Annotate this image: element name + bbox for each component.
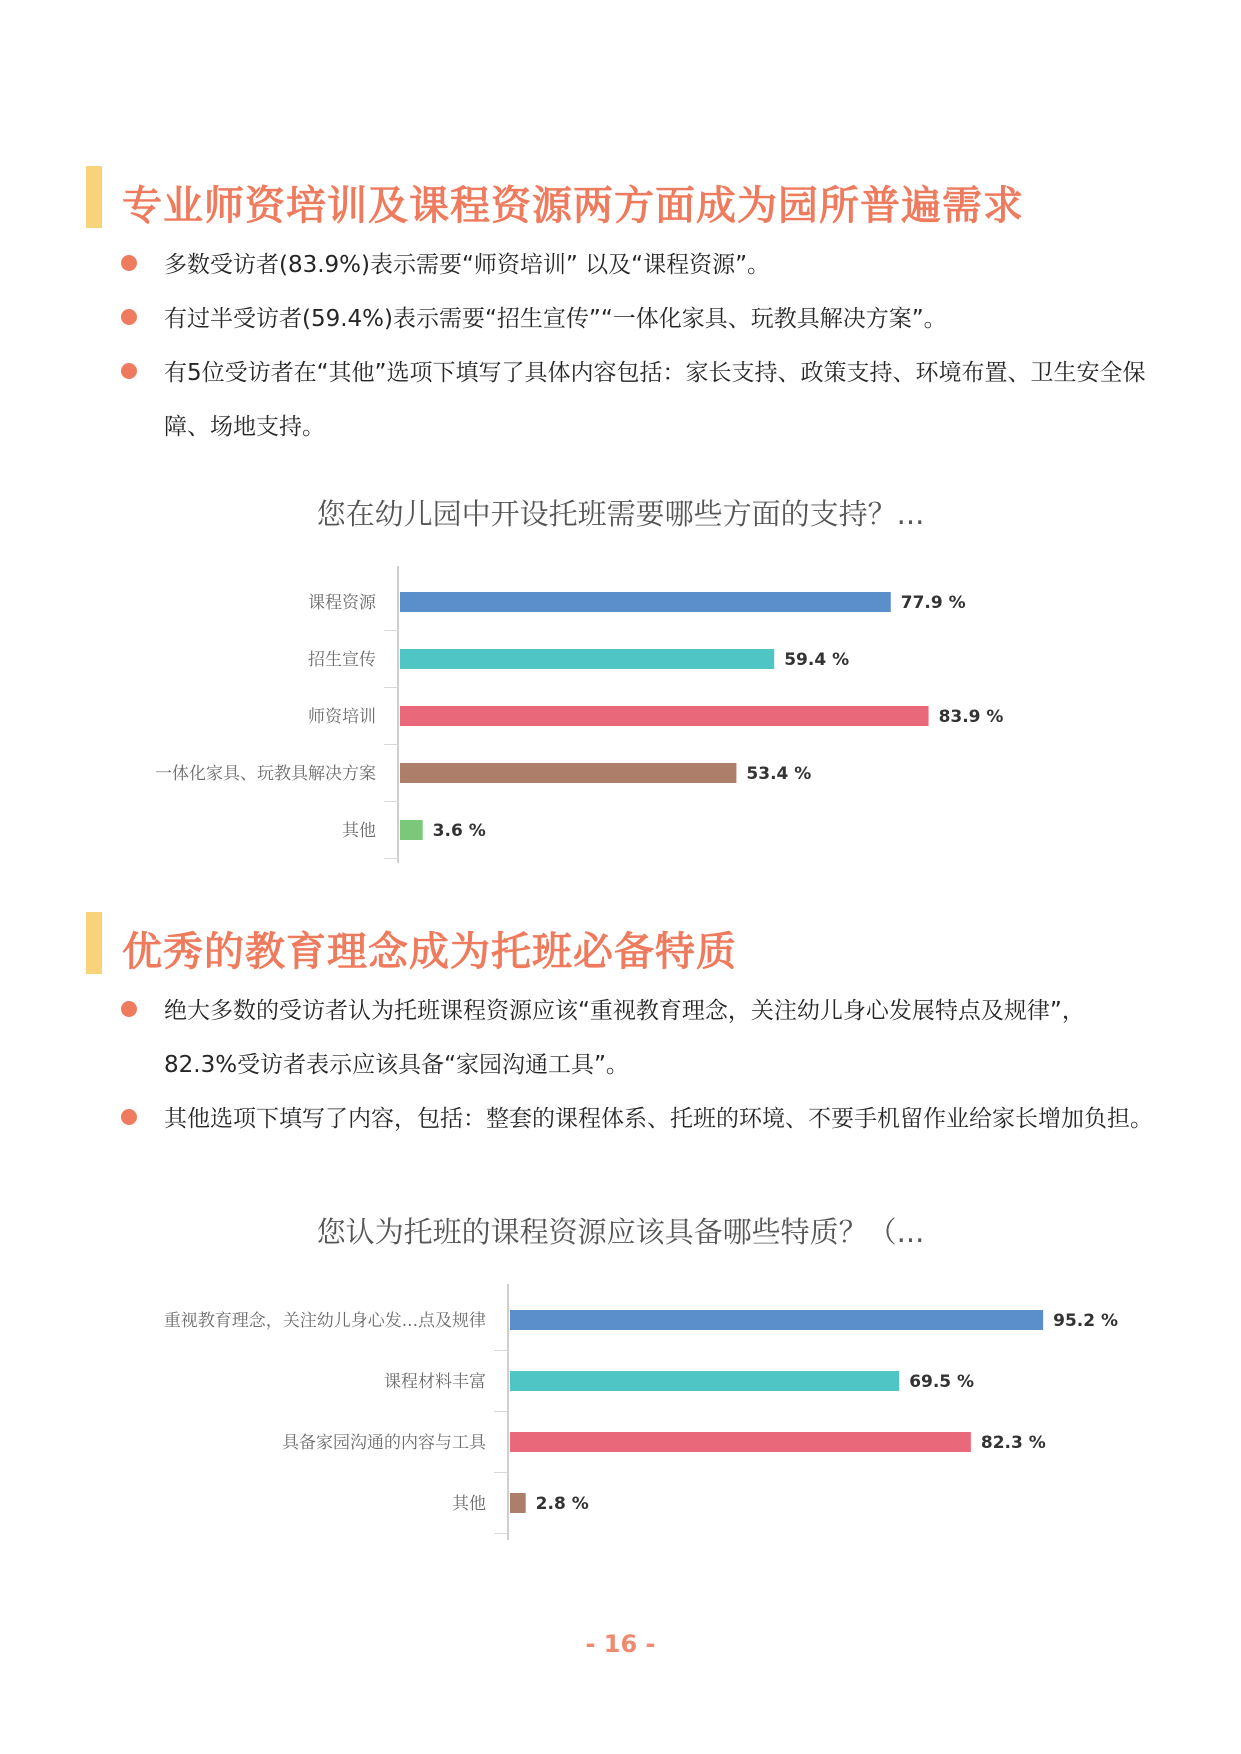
heading-accent-bar xyxy=(86,912,102,974)
bullet-dot-icon xyxy=(121,255,137,271)
heading-accent-bar xyxy=(86,166,102,228)
section-2-bullets xyxy=(116,984,1156,1146)
bullet-text: 多数受访者(83.9%)表示需要“师资培训” 以及“课程资源”。 xyxy=(164,252,770,278)
bullet-dot-icon xyxy=(121,1109,137,1125)
data-label: 95.2 % xyxy=(1053,1311,1119,1331)
data-label: 77.9 % xyxy=(900,593,966,613)
bar xyxy=(510,1310,1043,1330)
bar xyxy=(510,1493,526,1513)
category-label: 招生宣传 xyxy=(308,650,376,670)
bullet-item xyxy=(116,984,1156,1092)
data-label: 59.4 % xyxy=(784,650,850,670)
bar xyxy=(400,706,929,726)
section-2-title: 优秀的教育理念成为托班必备特质 xyxy=(122,929,737,975)
category-label: 其他 xyxy=(342,821,376,841)
bullet-item xyxy=(116,346,1156,454)
bar xyxy=(400,592,891,612)
category-label: 师资培训 xyxy=(308,707,376,727)
section-1-title: 专业师资培训及课程资源两方面成为园所普遍需求 xyxy=(122,183,1024,229)
bullet-dot-icon xyxy=(121,1001,137,1017)
bar xyxy=(400,820,423,840)
chart-1-title: 您在幼儿园中开设托班需要哪些方面的支持？... xyxy=(316,497,925,531)
bar xyxy=(510,1432,971,1452)
bullet-text: 有过半受访者(59.4%)表示需要“招生宣传”“一体化家具、玩教具解决方案”。 xyxy=(164,306,947,332)
bar xyxy=(510,1371,899,1391)
bullet-item xyxy=(116,292,1156,346)
page-number: - 16 - xyxy=(585,1630,656,1658)
bullet-dot-icon xyxy=(121,363,137,379)
bullet-text: 有5位受访者在“其他”选项下填写了具体内容包括：家长支持、政策支持、环境布置、卫生安全保障、场地支持。 xyxy=(164,360,1146,440)
bullet-item xyxy=(116,1092,1156,1146)
section-1-bullets xyxy=(116,238,1156,454)
bullet-dot-icon xyxy=(121,309,137,325)
bullet-text: 绝大多数的受访者认为托班课程资源应该“重视教育理念，关注幼儿身心发展特点及规律”，82.3%受访者表示应该具备“家园沟通工具”。 xyxy=(164,998,1085,1078)
bullet-text: 其他选项下填写了内容，包括：整套的课程体系、托班的环境、不要手机留作业给家长增加负担。 xyxy=(164,1106,1153,1132)
data-label: 82.3 % xyxy=(980,1433,1046,1453)
bar xyxy=(400,649,774,669)
category-label: 其他 xyxy=(452,1494,486,1514)
section-2-heading xyxy=(86,912,1166,974)
data-label: 3.6 % xyxy=(432,821,486,841)
category-label: 一体化家具、玩教具解决方案 xyxy=(155,764,376,784)
category-label: 具备家园沟通的内容与工具 xyxy=(282,1433,486,1453)
category-label: 重视教育理念，关注幼儿身心发...点及规律 xyxy=(163,1311,486,1331)
data-label: 53.4 % xyxy=(746,764,812,784)
category-label: 课程材料丰富 xyxy=(384,1372,486,1392)
chart-2 xyxy=(0,1284,1241,1544)
data-label: 2.8 % xyxy=(535,1494,589,1514)
bullet-item xyxy=(116,238,1156,292)
category-label: 课程资源 xyxy=(308,593,376,613)
data-label: 69.5 % xyxy=(909,1372,975,1392)
chart-1 xyxy=(0,566,1241,906)
chart-2-title: 您认为托班的课程资源应该具备哪些特质？（... xyxy=(316,1215,925,1249)
data-label: 83.9 % xyxy=(938,707,1004,727)
section-1-heading xyxy=(86,166,1166,228)
bar xyxy=(400,763,736,783)
